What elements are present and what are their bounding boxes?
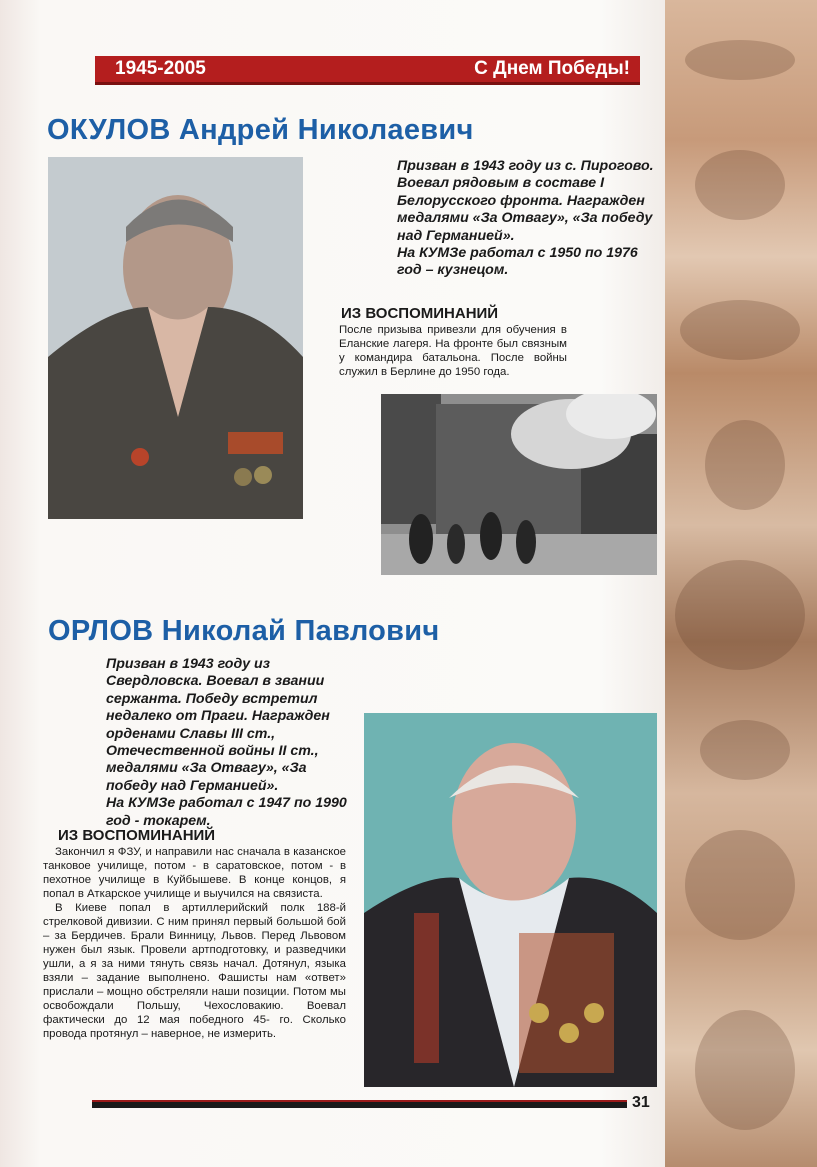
person2-memo-text xyxy=(43,845,346,1041)
person1-portrait-photo xyxy=(48,157,303,519)
header-greeting: С Днем Победы! xyxy=(474,58,630,79)
person2-name: ОРЛОВ Николай Павлович xyxy=(48,615,440,647)
person1-name: ОКУЛОВ Андрей Николаевич xyxy=(47,114,474,146)
page-header-bar xyxy=(95,56,640,85)
person2-memo-title: ИЗ ВОСПОМИНАНИЙ xyxy=(58,827,216,844)
person1-memo-text xyxy=(339,323,567,379)
war-photo-strip xyxy=(665,0,817,1167)
footer-rule xyxy=(92,1100,627,1108)
war-street-battle-photo xyxy=(381,394,657,575)
person1-bio-service: Призван в 1943 году из с. Пирогово. Воевал рядовым в составе I Белорусского фронта. Награжден медалями «За Отвагу», «За победу над Германией». xyxy=(397,158,654,244)
person2-bio-work: На КУМЗе работал с 1947 по 1990 год - токарем. xyxy=(106,795,347,829)
person1-memo-title: ИЗ ВОСПОМИНАНИЙ xyxy=(341,305,499,322)
person1-bio xyxy=(397,158,662,280)
person2-bio xyxy=(106,656,351,830)
person1-bio-work: На КУМЗе работал с 1950 по 1976 год – кузнецом. xyxy=(397,245,638,279)
header-years: 1945-2005 xyxy=(115,58,206,79)
person2-memo-paragraph-2: В Киеве попал в артиллерийский полк 188-й стрелковой дивизии. С ним принял первый большой бой – за Бердичев. Брали Винницу, Львов. Перед Львовом нужен был язык. Провели артподготовку, и разведчики ушли, а я за ними тянуть связь начал. Дотянул, языка взяли – задание выполнено. Фашисты нам «ответ» прислали – мощно обстреляли наши позиции. Потом мы освобождали Польшу, Чехословакию. Воевал фактически до 12 мая победного 45- го. Сколько провода протянул – наверное, не измерить. xyxy=(43,902,346,1040)
person2-portrait-photo xyxy=(364,713,657,1087)
person2-bio-service: Призван в 1943 году из Свердловска. Воевал в звании сержанта. Победу встретил недалеко от Праги. Награжден орденами Славы III ст., Отечественной войны II ст., медалями «За Отвагу», «За победу над Германией». xyxy=(106,656,330,794)
person2-memo-paragraph-1: Закончил я ФЗУ, и направили нас сначала в казанское танковое училище, потом - в саратовское, потом - в пехотное училище в Куйбышеве. В конце концов, я попал в Аткарское училище и выучился на связиста. xyxy=(43,846,346,900)
page-number: 31 xyxy=(632,1094,650,1111)
person1-memo-paragraph: После призыва привезли для обучения в Еланские лагеря. На фронте был связным у командира батальона. После войны служил в Берлине до 1950 года. xyxy=(339,324,567,378)
